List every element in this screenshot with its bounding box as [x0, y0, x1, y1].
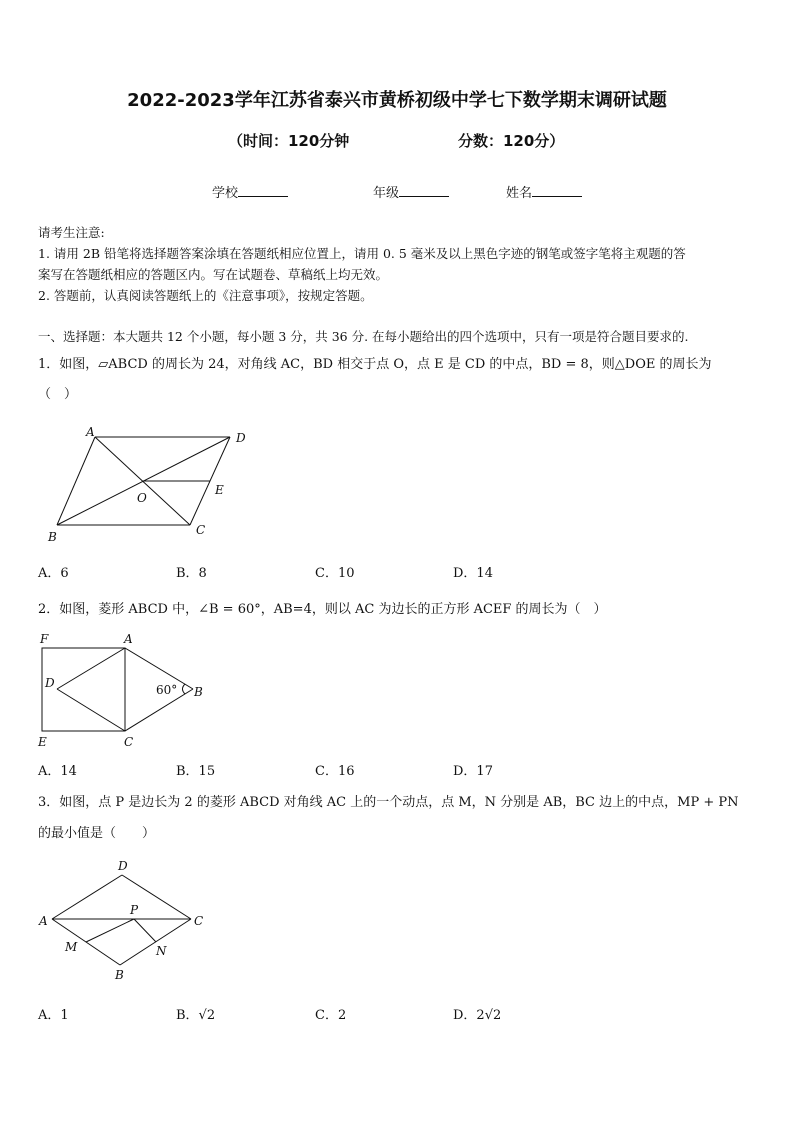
point-label-e: E: [38, 735, 47, 749]
point-label-p: P: [130, 903, 139, 917]
point-label-d: D: [45, 676, 55, 690]
question-3-option-a: A．1: [38, 1008, 69, 1023]
question-2-option-c: C．16: [315, 764, 355, 779]
point-label-o: O: [137, 491, 147, 505]
figure-rhombus-path: [34, 855, 219, 985]
angle-label: 60°: [156, 683, 178, 697]
question-3-paren: 的最小值是（ ）: [38, 826, 156, 841]
point-label-a: A: [39, 914, 48, 928]
school-blank: [238, 184, 288, 197]
point-label-b: B: [48, 530, 57, 544]
notice-item: 1. 请用 2B 铅笔将选择题答案涂填在答题纸相应位置上，请用 0. 5 毫米及以上黑色字迹的钢笔或签字笔将主观题的答: [38, 246, 686, 261]
school-field: [212, 182, 288, 201]
question-1-paren: （ ）: [38, 387, 78, 402]
question-2-option-d: D．17: [453, 764, 493, 779]
segment-pn: [134, 919, 156, 942]
question-1-text: 1．如图，▱ABCD 的周长为 24，对角线 AC，BD 相交于点 O，点 E 是 CD 的中点，BD = 8，则△DOE 的周长为: [38, 357, 712, 372]
question-2-option-b: B．15: [176, 764, 216, 779]
name-blank: [532, 184, 582, 197]
name-label: 姓名: [506, 186, 533, 201]
question-3-option-d: D．2√2: [453, 1008, 502, 1023]
school-label: 学校: [212, 186, 239, 201]
page-title: 2022-2023学年江苏省泰兴市黄桥初级中学七下数学期末调研试题: [127, 90, 667, 111]
point-label-d: D: [236, 431, 246, 445]
question-1-option-a: A．6: [38, 566, 69, 581]
question-1-option-b: B．8: [176, 566, 207, 581]
section-heading: 一、选择题：本大题共 12 个小题，每小题 3 分，共 36 分. 在每小题给出的四个选项中，只有一项是符合题目要求的.: [38, 329, 689, 344]
angle-arc: [183, 684, 186, 694]
question-3-option-c: C．2: [315, 1008, 347, 1023]
point-label-c: C: [196, 523, 206, 537]
exam-time: （时间：120分钟: [228, 132, 350, 150]
edge-ad: [52, 875, 122, 919]
point-label-b: B: [194, 685, 203, 699]
notice-item: 案写在答题纸相应的答题区内。写在试题卷、草稿纸上均无效。: [38, 267, 389, 282]
point-label-e: E: [215, 483, 224, 497]
name-field: [506, 182, 582, 201]
question-3-text: 3．如图，点 P 是边长为 2 的菱形 ABCD 对角线 AC 上的一个动点，点 M，N 分别是 AB，BC 边上的中点，MP + PN: [38, 795, 739, 810]
point-label-a: A: [86, 425, 95, 439]
question-1-option-d: D．14: [453, 566, 493, 581]
point-label-b: B: [115, 968, 124, 982]
point-label-f: F: [40, 632, 49, 646]
question-2-text: 2．如图，菱形 ABCD 中，∠B = 60°，AB=4，则以 AC 为边长的正方形 ACEF 的周长为（ ）: [38, 602, 607, 617]
segment-mp: [86, 919, 134, 942]
edge-dc: [57, 689, 125, 731]
point-label-a: A: [124, 632, 133, 646]
point-label-c: C: [124, 735, 134, 749]
edge-ad: [57, 648, 125, 689]
notice-item: 2. 答题前，认真阅读答题纸上的《注意事项》，按规定答题。: [38, 288, 373, 303]
point-label-d: D: [118, 859, 128, 873]
grade-field: [373, 182, 449, 201]
point-label-m: M: [65, 940, 78, 954]
question-3-option-b: B．√2: [176, 1008, 216, 1023]
grade-blank: [399, 184, 449, 197]
figure-parallelogram: [40, 420, 260, 550]
edge-ba: [57, 437, 95, 525]
point-label-c: C: [194, 914, 204, 928]
notice-heading: 请考生注意:: [38, 225, 105, 240]
figure-rhombus-square: [34, 628, 219, 753]
exam-score: 分数：120分）: [458, 132, 565, 150]
point-label-n: N: [156, 944, 167, 958]
question-1-option-c: C．10: [315, 566, 355, 581]
question-2-option-a: A．14: [38, 764, 77, 779]
grade-label: 年级: [373, 186, 400, 201]
